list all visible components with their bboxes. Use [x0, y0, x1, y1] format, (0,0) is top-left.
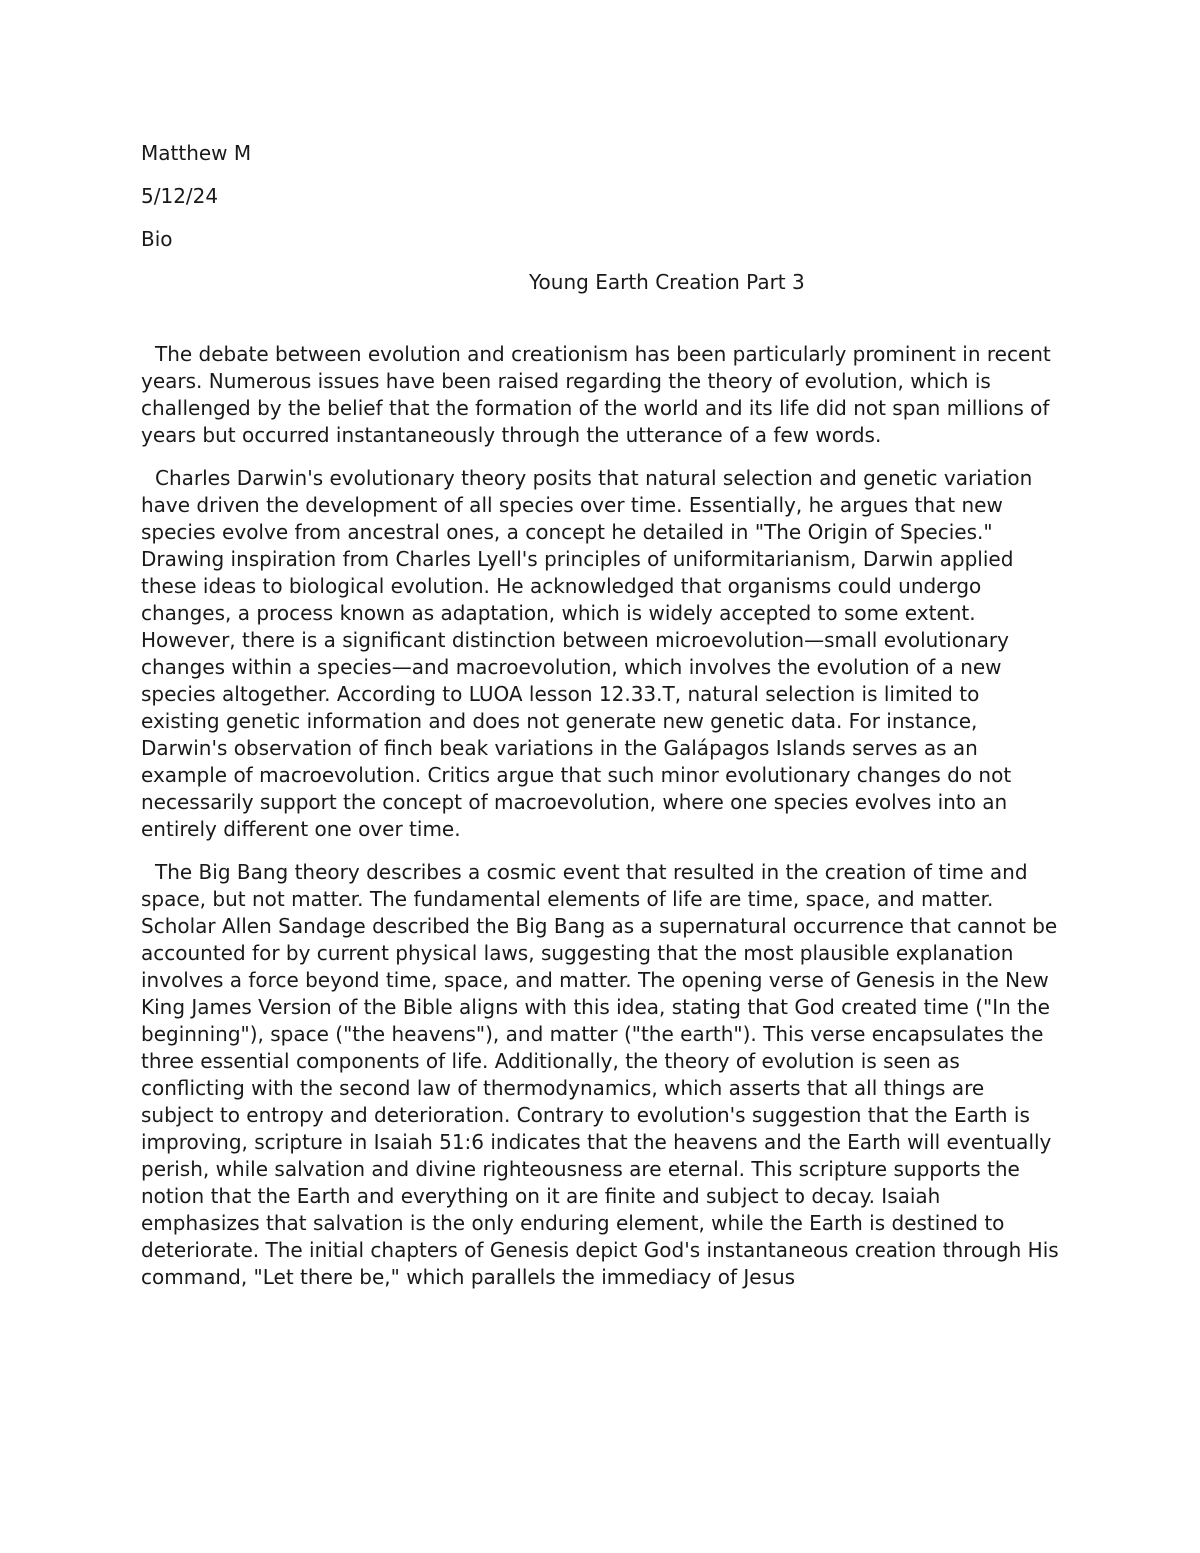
- document-date: 5/12/24: [141, 184, 219, 208]
- paragraph-2: Charles Darwin's evolutionary theory posits that natural selection and genetic variation have driven the development of all species over time. Essentially, he argues that new species evolve from ancestral ones, a concept he detailed in "The Origin of Species." Drawing inspiration from Charles Lyell's principles of uniformitarianism, Darwin applied these ideas to biological evolution. He acknowledged that organisms could undergo changes, a process known as adaptation, which is widely accepted to some extent. However, there is a significant distinction between microevolution—small evolutionary changes within a species—and macroevolution, which involves the evolution of a new species altogether. According to LUOA lesson 12.33.T, natural selection is limited to existing genetic information and does not generate new genetic data. For instance, Darwin's observation of finch beak variations in the Galápagos Islands serves as an example of macroevolution. Critics argue that such minor evolutionary changes do not necessarily support the concept of macroevolution, where one species evolves into an entirely different one over time.: [141, 466, 1033, 841]
- paragraph-1: The debate between evolution and creationism has been particularly prominent in recent years. Numerous issues have been raised regarding the theory of evolution, which is challenged by the belief that the formation of the world and its life did not span millions of years but occurred instantaneously through the utterance of a few words.: [141, 342, 1051, 447]
- course-subject: Bio: [141, 227, 173, 251]
- document-body: [141, 140, 1061, 1307]
- document-title: Young Earth Creation Part 3: [529, 270, 805, 294]
- author-name: Matthew M: [141, 141, 252, 165]
- paragraph-3: The Big Bang theory describes a cosmic event that resulted in the creation of time and space, but not matter. The fundamental elements of life are time, space, and matter. Scholar Allen Sandage described the Big Bang as a supernatural occurrence that cannot be accounted for by current physical laws, suggesting that the most plausible explanation involves a force beyond time, space, and matter. The opening verse of Genesis in the New King James Version of the Bible aligns with this idea, stating that God created time ("In the beginning"), space ("the heavens"), and matter ("the earth"). This verse encapsulates the three essential components of life. Additionally, the theory of evolution is seen as conflicting with the second law of thermodynamics, which asserts that all things are subject to entropy and deterioration. Contrary to evolution's suggestion that the Earth is improving, scripture in Isaiah 51:6 indicates that the heavens and the Earth will eventually perish, while salvation and divine righteousness are eternal. This scripture supports the notion that the Earth and everything on it are finite and subject to decay. Isaiah emphasizes that salvation is the only enduring element, while the Earth is destined to deteriorate. The initial chapters of Genesis depict God's instantaneous creation through His command, "Let there be," which parallels the immediacy of Jesus: [141, 860, 1059, 1289]
